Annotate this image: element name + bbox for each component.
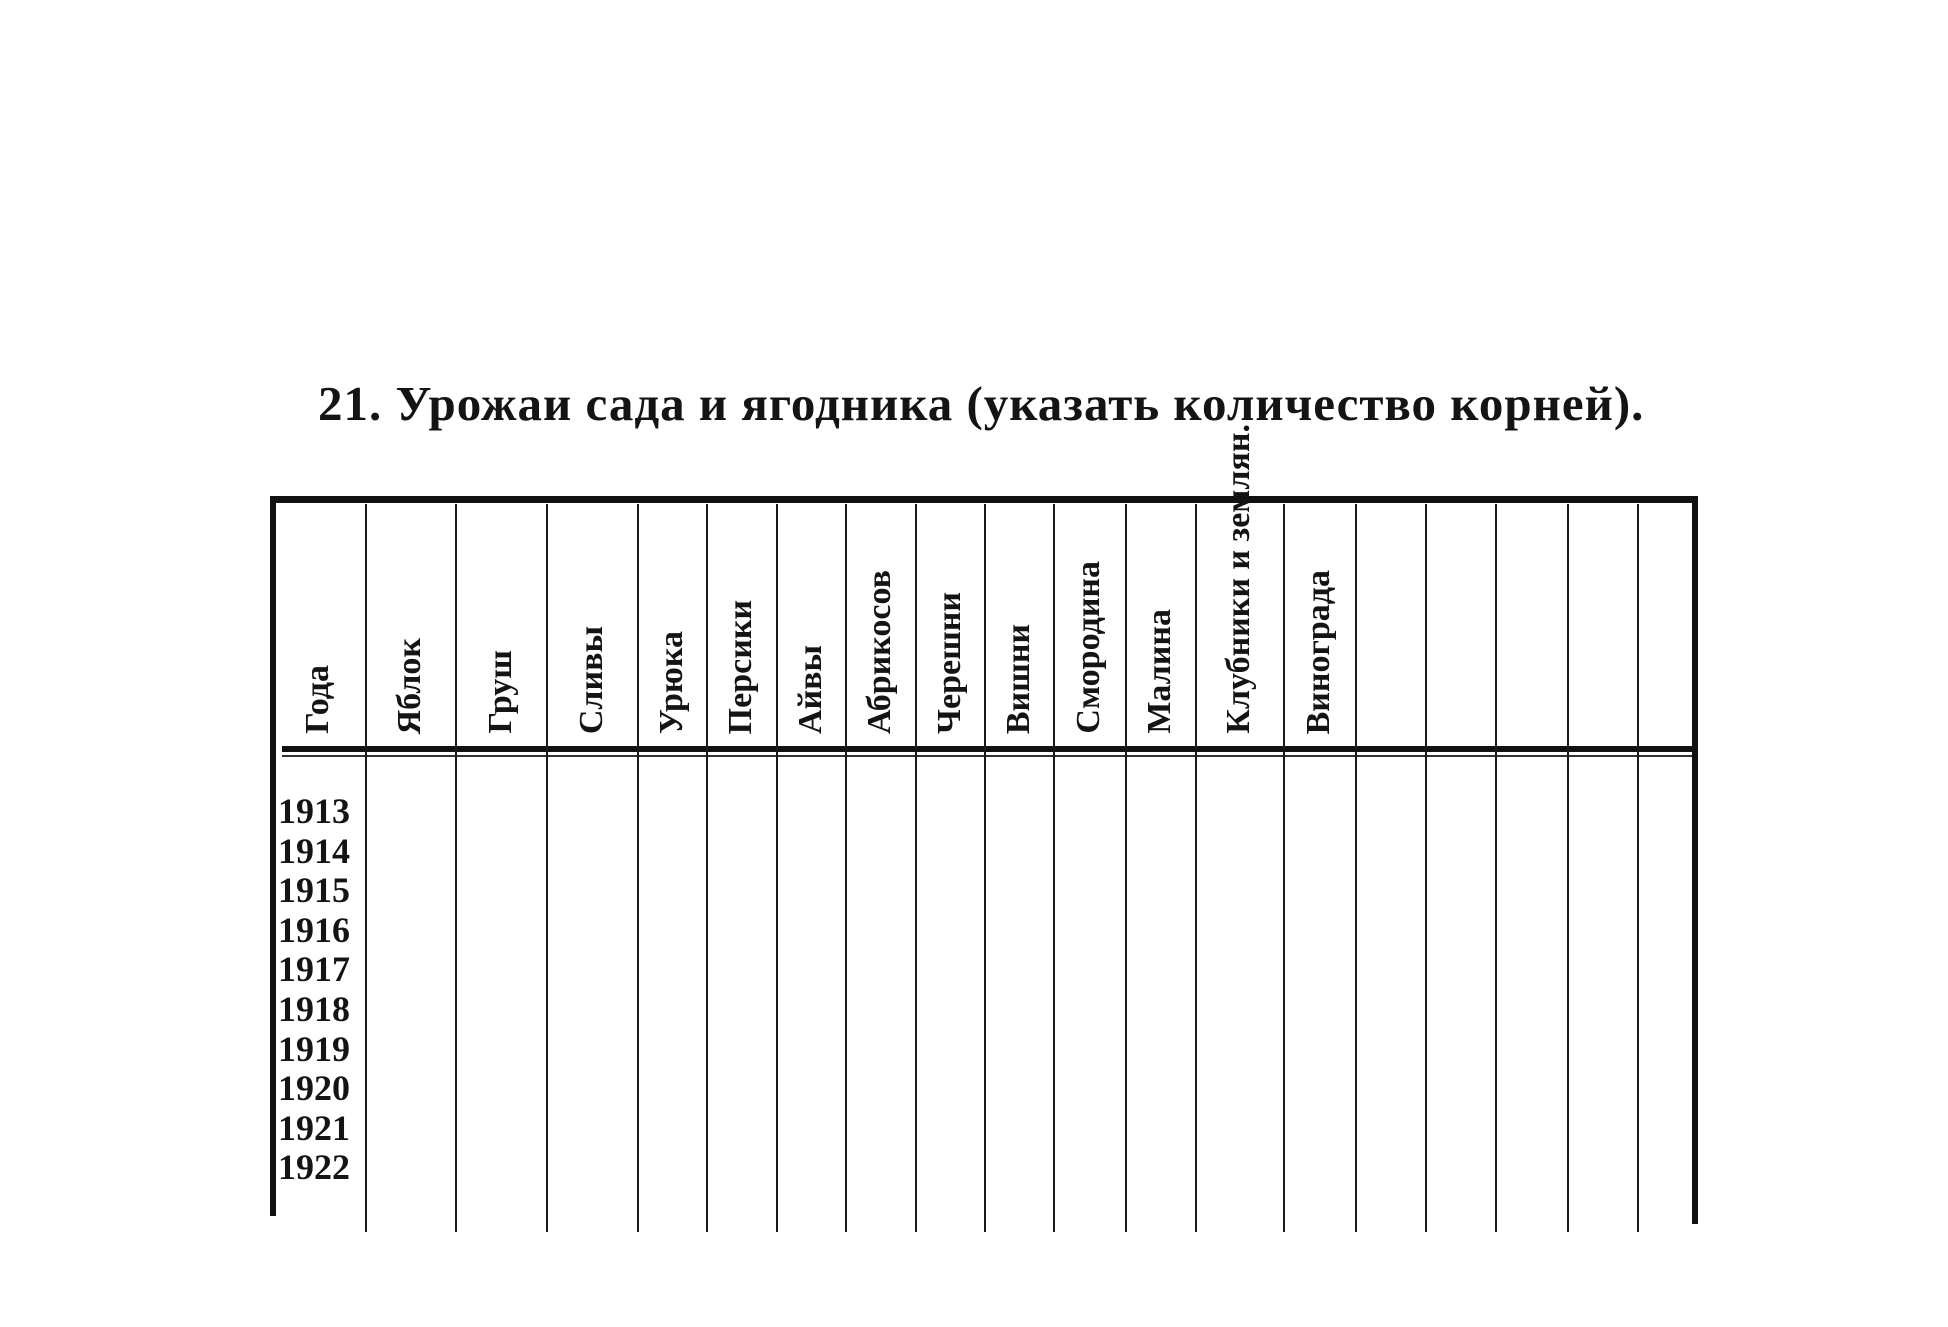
column-header-label: Малина <box>1141 609 1179 734</box>
column-header <box>365 508 455 734</box>
column-header-label: Груш <box>481 650 519 734</box>
column-header-label: Клубники и землян. <box>1220 424 1258 734</box>
year-label: 1920 <box>278 1068 350 1109</box>
column-header <box>845 508 915 734</box>
column-header-label: Вишни <box>999 623 1037 734</box>
table-title: 21. Урожаи сада и ягодника (указать количество корней). <box>318 376 1645 431</box>
column-header <box>706 508 776 734</box>
year-label: 1918 <box>278 988 350 1029</box>
year-label: 1916 <box>278 909 350 950</box>
year-label: 1921 <box>278 1107 350 1148</box>
column-header <box>915 508 984 734</box>
column-header <box>637 508 706 734</box>
column-header-label: Винограда <box>1300 569 1338 734</box>
column-header <box>1637 508 1698 734</box>
header-rule <box>282 746 1698 752</box>
column-header-label: Яблок <box>391 637 429 734</box>
year-list <box>278 792 366 1188</box>
column-header <box>546 508 637 734</box>
table-top-rule <box>270 496 1698 503</box>
column-header <box>984 508 1053 734</box>
year-label: 1915 <box>278 870 350 911</box>
column-header-label: Года <box>298 665 336 734</box>
column-header-label: Айвы <box>791 644 829 734</box>
column-header <box>270 508 365 734</box>
column-header-label: Смородина <box>1070 561 1108 734</box>
column-header-label: Черешни <box>930 592 968 734</box>
year-label: 1913 <box>278 791 350 831</box>
column-header-label: Урюка <box>652 630 690 734</box>
year-label: 1922 <box>278 1147 350 1188</box>
column-header <box>1195 424 1283 734</box>
column-header <box>1283 508 1355 734</box>
harvest-table <box>270 424 1702 1238</box>
year-label: 1919 <box>278 1028 350 1069</box>
header-rule-thin <box>282 755 1698 757</box>
column-header <box>1053 508 1125 734</box>
column-header <box>1567 508 1637 734</box>
column-header-label: Сливы <box>572 625 610 734</box>
column-header <box>455 508 546 734</box>
column-header <box>776 508 845 734</box>
column-header-label: Персики <box>722 599 760 734</box>
column-header <box>1425 508 1495 734</box>
column-header-label: Абрикосов <box>861 569 899 734</box>
column-header <box>1125 508 1195 734</box>
column-header <box>1355 508 1425 734</box>
year-label: 1917 <box>278 949 350 990</box>
column-header <box>1495 508 1567 734</box>
year-label: 1914 <box>278 830 350 871</box>
